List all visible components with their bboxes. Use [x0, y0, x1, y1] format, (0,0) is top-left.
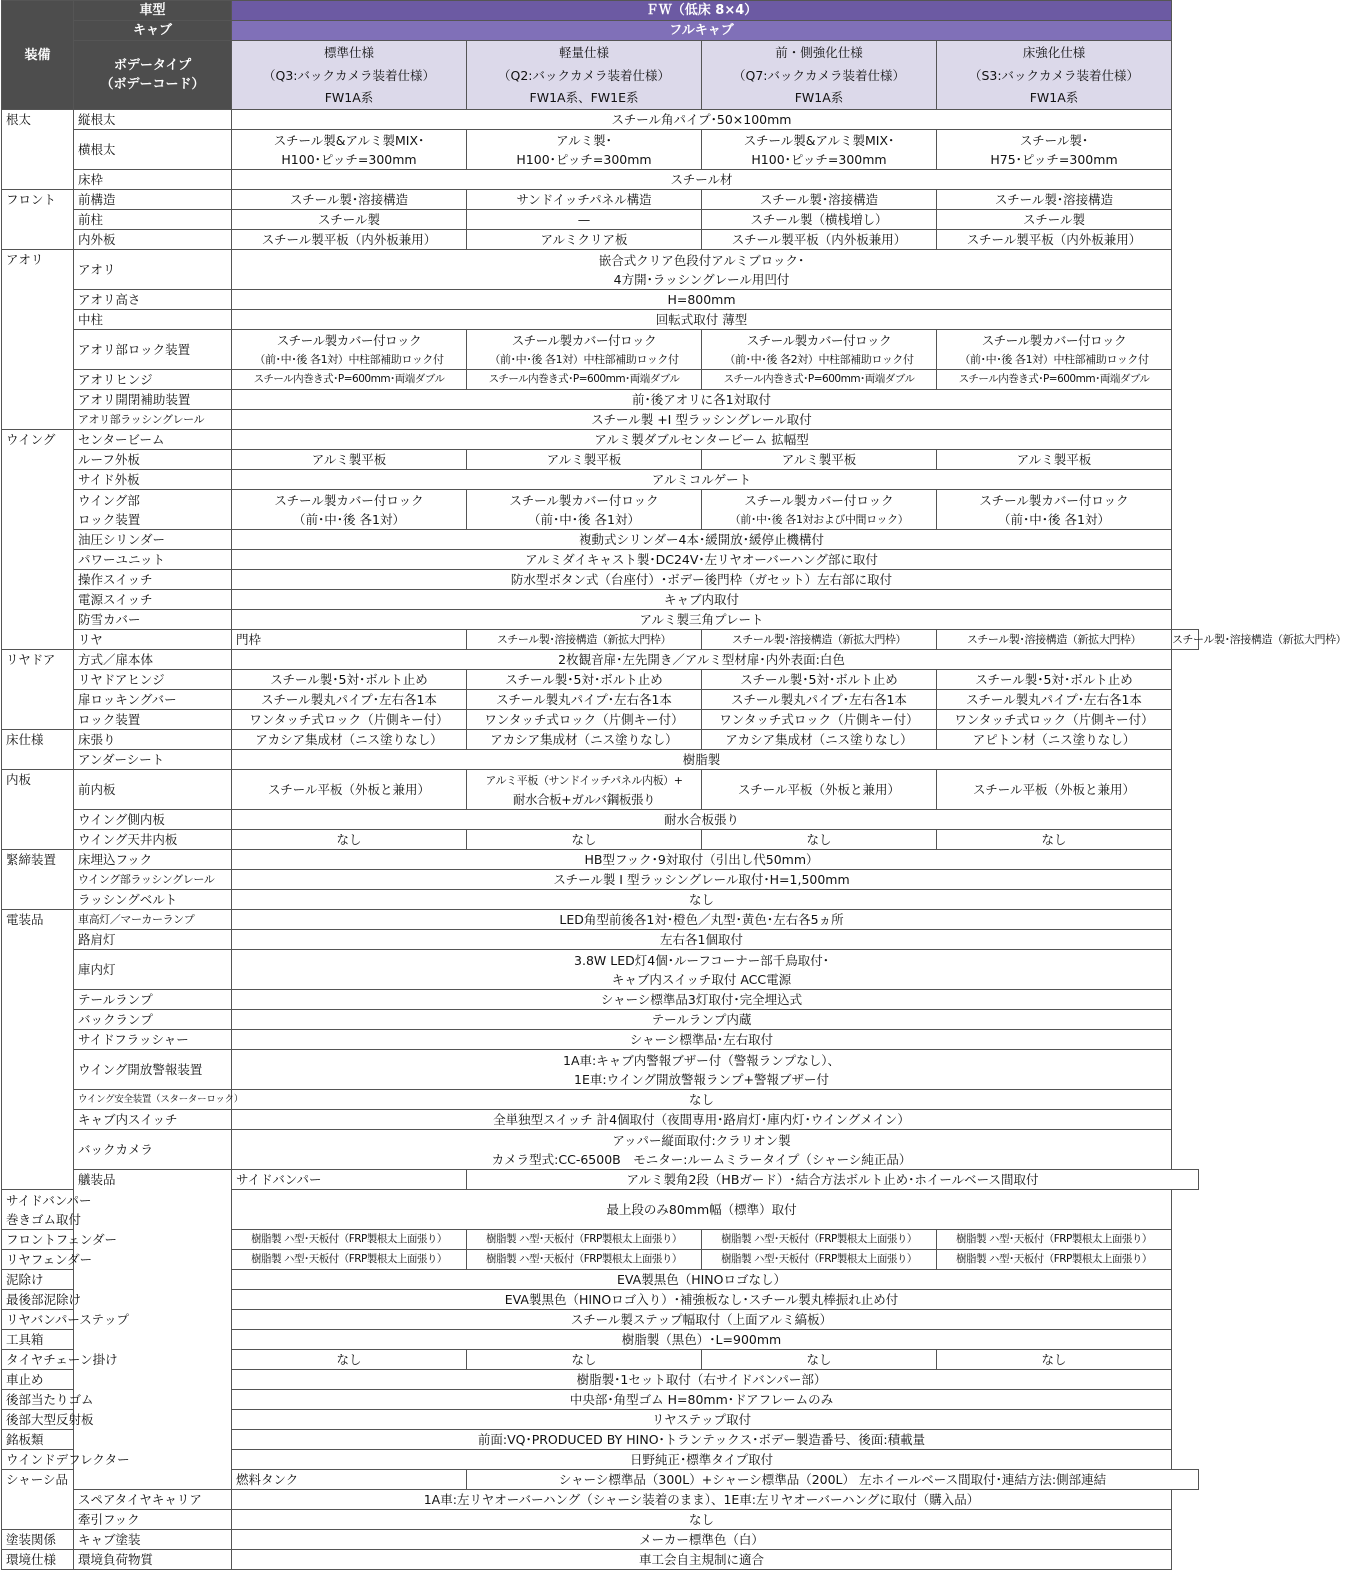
- item-label: 後部当たりゴム: [2, 1390, 74, 1410]
- spec-value: シャーシ標準品（300L）+シャーシ標準品（200L） 左ホイールベース間取付･連結方法:側部連結: [467, 1470, 1199, 1490]
- item-label: 防雪カバー: [74, 610, 232, 630]
- spec-value: スチール製丸パイプ･左右各1本: [937, 690, 1172, 710]
- group-label: フロント: [2, 190, 74, 250]
- group-label: 環境仕様: [2, 1550, 74, 1570]
- spec-value: 樹脂製（黒色）･L=900mm: [232, 1330, 1172, 1350]
- spec-value: アルミ製角2段（HBガード）･結合方法ボルト止め･ホイールベース間取付: [467, 1170, 1199, 1190]
- item-label: ウイング開放警報装置: [74, 1050, 232, 1090]
- group-label: 電装品: [2, 910, 74, 1190]
- item-label: アオリ高さ: [74, 290, 232, 310]
- spec-value: ワンタッチ式ロック（片側キー付）: [937, 710, 1172, 730]
- item-label: 門枠: [232, 630, 467, 650]
- spec-value: スチール製: [937, 210, 1172, 230]
- spec-value: アルミ製平板: [232, 450, 467, 470]
- spec-value: 嵌合式クリア色段付アルミブロック･ 4方開･ラッシングレール用凹付: [232, 250, 1172, 290]
- spec-value: スチール材: [232, 170, 1172, 190]
- spec-value: スチール製平板（内外板兼用）: [937, 230, 1172, 250]
- spec-value: LED角型前後各1対･橙色／丸型･黄色･左右各5ヵ所: [232, 910, 1172, 930]
- spec-value: 樹脂製 ハ型･天板付（FRP製根太上面張り）: [702, 1250, 937, 1270]
- spec-value: 2枚観音扉･左先開き／アルミ型材扉･内外表面:白色: [232, 650, 1172, 670]
- item-label: 操作スイッチ: [74, 570, 232, 590]
- spec-value: 前面:VQ･PRODUCED BY HINO･トランテックス･ボデー製造番号、後面:積載量: [232, 1430, 1172, 1450]
- spec-value: なし: [937, 830, 1172, 850]
- item-label: ウイング部ラッシングレール: [74, 870, 232, 890]
- spec-value: スチール製丸パイプ･左右各1本: [467, 690, 702, 710]
- spec-value: スチール内巻き式･P=600mm･両端ダブル: [467, 370, 702, 390]
- item-label: 扉ロッキングバー: [74, 690, 232, 710]
- spec-value: リヤステップ取付: [232, 1410, 1172, 1430]
- spec-value: なし: [232, 890, 1172, 910]
- spec-value: スチール製･5対･ボルト止め: [702, 670, 937, 690]
- spec-value: シャーシ標準品･左右取付: [232, 1030, 1172, 1050]
- item-label: スペアタイヤキャリア: [74, 1490, 232, 1510]
- spec-value: スチール製･溶接構造（新拡大門枠）: [467, 630, 702, 650]
- spec-value: 樹脂製 ハ型･天板付（FRP製根太上面張り）: [232, 1230, 467, 1250]
- variant-header: 軽量仕様 （Q2:バックカメラ装着仕様） FW1A系、FW1E系: [467, 41, 702, 110]
- spec-value: ワンタッチ式ロック（片側キー付）: [467, 710, 702, 730]
- spec-value: スチール製カバー付ロック （前･中･後 各1対）: [232, 490, 467, 530]
- spec-value: スチール製･5対･ボルト止め: [467, 670, 702, 690]
- vehicle-type-value: ＦＷ（低床 8×4）: [232, 1, 1172, 21]
- spec-value: なし: [232, 1510, 1172, 1530]
- spec-value: スチール製･ H75･ピッチ=300mm: [937, 130, 1172, 170]
- group-label: ウイング: [2, 430, 74, 650]
- spec-value: スチール製･溶接構造（新拡大門枠）: [702, 630, 937, 650]
- spec-value: スチール製平板（内外板兼用）: [702, 230, 937, 250]
- spec-value: なし: [232, 1350, 467, 1370]
- item-label: 方式／扉本体: [74, 650, 232, 670]
- spec-value: スチール製&アルミ製MIX･ H100･ピッチ=300mm: [702, 130, 937, 170]
- spec-value: アルミダイキャスト製･DC24V･左リヤオーバーハング部に取付: [232, 550, 1172, 570]
- spec-value: HB型フック･9対取付（引出し代50mm）: [232, 850, 1172, 870]
- item-label: 路肩灯: [74, 930, 232, 950]
- spec-value: 耐水合板張り: [232, 810, 1172, 830]
- item-label: リヤドアヒンジ: [74, 670, 232, 690]
- item-label: 前構造: [74, 190, 232, 210]
- spec-value: スチール製･溶接構造: [937, 190, 1172, 210]
- spec-value: 1A車:キャブ内警報ブザー付（警報ランプなし）、 1E車:ウイング開放警報ランプ+警報ブザー付: [232, 1050, 1172, 1090]
- spec-value: スチール平板（外板と兼用）: [937, 770, 1172, 810]
- item-label: 車止め: [2, 1370, 74, 1390]
- item-label: 銘板類: [2, 1430, 74, 1450]
- item-label: 泥除け: [2, 1270, 74, 1290]
- item-label: ウイング天井内板: [74, 830, 232, 850]
- spec-value: スチール平板（外板と兼用）: [702, 770, 937, 810]
- spec-value: 樹脂製 ハ型･天板付（FRP製根太上面張り）: [937, 1250, 1172, 1270]
- item-label: 工具箱: [2, 1330, 74, 1350]
- item-label: ウイング安全装置（スターターロック）: [74, 1090, 232, 1110]
- item-label: 庫内灯: [74, 950, 232, 990]
- spec-value: なし: [937, 1350, 1172, 1370]
- item-label: ウイング部 ロック装置: [74, 490, 232, 530]
- spec-value: 3.8W LED灯4個･ルーフコーナー部千鳥取付･ キャブ内スイッチ取付 ACC電源: [232, 950, 1172, 990]
- spec-value: なし: [702, 830, 937, 850]
- item-label: 前柱: [74, 210, 232, 230]
- spec-value: なし: [702, 1350, 937, 1370]
- item-label: 最後部泥除け: [2, 1290, 74, 1310]
- cab-value: フルキャブ: [232, 21, 1172, 41]
- spec-value: 樹脂製 ハ型･天板付（FRP製根太上面張り）: [467, 1250, 702, 1270]
- spec-value: アカシア集成材（ニス塗りなし）: [467, 730, 702, 750]
- body-type-label: ボデータイプ （ボデーコード）: [74, 41, 232, 110]
- spec-value: スチール製･5対･ボルト止め: [232, 670, 467, 690]
- spec-value: メーカー標準色（白）: [232, 1530, 1172, 1550]
- spec-value: アルミ製平板: [467, 450, 702, 470]
- item-label: テールランプ: [74, 990, 232, 1010]
- item-label: センタービーム: [74, 430, 232, 450]
- spec-value: H=800mm: [232, 290, 1172, 310]
- spec-value: 日野純正･標準タイプ取付: [232, 1450, 1172, 1470]
- spec-value: ワンタッチ式ロック（片側キー付）: [702, 710, 937, 730]
- item-label: 中柱: [74, 310, 232, 330]
- item-label: ウインドデフレクター: [2, 1450, 74, 1470]
- item-label: フロントフェンダー: [2, 1230, 74, 1250]
- item-label: 牽引フック: [74, 1510, 232, 1530]
- item-label: 油圧シリンダー: [74, 530, 232, 550]
- item-label: タイヤチェーン掛け: [2, 1350, 74, 1370]
- spec-value: 樹脂製･1セット取付（右サイドバンパー部）: [232, 1370, 1172, 1390]
- item-label: リヤフェンダー: [2, 1250, 74, 1270]
- group-label: 緊締装置: [2, 850, 74, 910]
- spec-value: スチール製･溶接構造（新拡大門枠）: [1172, 630, 1199, 650]
- spec-value: スチール製カバー付ロック （前･中･後 各1対）: [937, 490, 1172, 530]
- spec-value: アピトン材（ニス塗りなし）: [937, 730, 1172, 750]
- vehicle-type-label: 車型: [74, 1, 232, 21]
- item-label: キャブ内スイッチ: [74, 1110, 232, 1130]
- group-label: 内板: [2, 770, 74, 850]
- spec-value: スチール平板（外板と兼用）: [232, 770, 467, 810]
- item-label: サイドバンパー 巻きゴム取付: [2, 1190, 74, 1230]
- spec-value: 樹脂製 ハ型･天板付（FRP製根太上面張り）: [702, 1230, 937, 1250]
- item-label: アオリヒンジ: [74, 370, 232, 390]
- item-label: 縦根太: [74, 110, 232, 130]
- spec-value: スチール製 I 型ラッシングレール取付･H=1,500mm: [232, 870, 1172, 890]
- spec-value: スチール製カバー付ロック （前･中･後 各1対）中柱部補助ロック付: [937, 330, 1172, 370]
- spec-value: 左右各1個取付: [232, 930, 1172, 950]
- item-label: ルーフ外板: [74, 450, 232, 470]
- spec-value: テールランプ内蔵: [232, 1010, 1172, 1030]
- item-label: パワーユニット: [74, 550, 232, 570]
- spec-value: アルミクリア板: [467, 230, 702, 250]
- item-label: ラッシングベルト: [74, 890, 232, 910]
- spec-value: なし: [467, 1350, 702, 1370]
- spec-value: スチール製: [232, 210, 467, 230]
- spec-value: アルミ製三角プレート: [232, 610, 1172, 630]
- spec-value: なし: [232, 830, 467, 850]
- item-label: 環境負荷物質: [74, 1550, 232, 1570]
- spec-value: スチール製カバー付ロック （前･中･後 各2対）中柱部補助ロック付: [702, 330, 937, 370]
- item-label: 床埋込フック: [74, 850, 232, 870]
- spec-value: シャーシ標準品3灯取付･完全埋込式: [232, 990, 1172, 1010]
- spec-value: —: [467, 210, 702, 230]
- spec-value: スチール製ステップ幅取付（上面アルミ縞板）: [232, 1310, 1172, 1330]
- spec-value: スチール製カバー付ロック （前･中･後 各1対）: [467, 490, 702, 530]
- spec-value: アカシア集成材（ニス塗りなし）: [702, 730, 937, 750]
- group-label: 艤装品: [74, 1170, 232, 1490]
- spec-value: スチール製･5対･ボルト止め: [937, 670, 1172, 690]
- spec-value: なし: [232, 1090, 1172, 1110]
- spec-value: 防水型ボタン式（台座付）･ボデー後門枠（ガセット）左右部に取付: [232, 570, 1172, 590]
- spec-value: 樹脂製: [232, 750, 1172, 770]
- spec-value: スチール内巻き式･P=600mm･両端ダブル: [702, 370, 937, 390]
- variant-header: 標準仕様 （Q3:バックカメラ装着仕様） FW1A系: [232, 41, 467, 110]
- item-label: アンダーシート: [74, 750, 232, 770]
- item-label: バックランプ: [74, 1010, 232, 1030]
- spec-value: EVA製黒色（HINOロゴなし）: [232, 1270, 1172, 1290]
- spec-value: アルミ平板（サンドイッチパネル内板）+ 耐水合板+ガルバ鋼板張り: [467, 770, 702, 810]
- spec-value: アルミ製平板: [702, 450, 937, 470]
- item-label: ウイング側内板: [74, 810, 232, 830]
- equipment-header: 装備: [2, 1, 74, 110]
- spec-value: 樹脂製 ハ型･天板付（FRP製根太上面張り）: [937, 1230, 1172, 1250]
- spec-value: スチール製カバー付ロック （前･中･後 各1対および中間ロック）: [702, 490, 937, 530]
- spec-value: スチール製･溶接構造: [702, 190, 937, 210]
- item-label: 内外板: [74, 230, 232, 250]
- spec-value: なし: [467, 830, 702, 850]
- spec-value: スチール製（横桟増し）: [702, 210, 937, 230]
- spec-value: 1A車:左リヤオーバーハング（シャーシ装着のまま）、1E車:左リヤオーバーハングに取付（購入品）: [232, 1490, 1172, 1510]
- spec-value: 前･後アオリに各1対取付: [232, 390, 1172, 410]
- spec-value: キャブ内取付: [232, 590, 1172, 610]
- spec-value: 複動式シリンダー4本･緩開放･緩停止機構付: [232, 530, 1172, 550]
- item-label: ロック装置: [74, 710, 232, 730]
- group-label: 塗装関係: [2, 1530, 74, 1550]
- item-label: リヤバンパーステップ: [2, 1310, 74, 1330]
- item-label: サイドバンパー: [232, 1170, 467, 1190]
- spec-value: スチール製丸パイプ･左右各1本: [702, 690, 937, 710]
- spec-value: 車工会自主規制に適合: [232, 1550, 1172, 1570]
- spec-value: アルミコルゲート: [232, 470, 1172, 490]
- item-label: バックカメラ: [74, 1130, 232, 1170]
- spec-value: 回転式取付 薄型: [232, 310, 1172, 330]
- spec-value: ワンタッチ式ロック（片側キー付）: [232, 710, 467, 730]
- spec-value: 樹脂製 ハ型･天板付（FRP製根太上面張り）: [467, 1230, 702, 1250]
- item-label: キャブ塗装: [74, 1530, 232, 1550]
- spec-table: [1, 0, 1346, 1570]
- variant-header: 前・側強化仕様 （Q7:バックカメラ装着仕様） FW1A系: [702, 41, 937, 110]
- item-label: 横根太: [74, 130, 232, 170]
- group-label: リヤドア: [2, 650, 74, 730]
- spec-value: スチール製･溶接構造（新拡大門枠）: [937, 630, 1172, 650]
- group-label: 根太: [2, 110, 74, 190]
- spec-value: スチール製平板（内外板兼用）: [232, 230, 467, 250]
- spec-value: スチール製カバー付ロック （前･中･後 各1対）中柱部補助ロック付: [467, 330, 702, 370]
- spec-value: 最上段のみ80mm幅（標準）取付: [232, 1190, 1172, 1230]
- spec-value: 樹脂製 ハ型･天板付（FRP製根太上面張り）: [232, 1250, 467, 1270]
- spec-value: アルミ製･ H100･ピッチ=300mm: [467, 130, 702, 170]
- item-label: サイドフラッシャー: [74, 1030, 232, 1050]
- item-label: アオリ部ラッシングレール: [74, 410, 232, 430]
- group-label: リヤ: [74, 630, 232, 650]
- item-label: 床枠: [74, 170, 232, 190]
- variant-header: 床強化仕様 （S3:バックカメラ装着仕様） FW1A系: [937, 41, 1172, 110]
- spec-value: スチール製カバー付ロック （前･中･後 各1対）中柱部補助ロック付: [232, 330, 467, 370]
- item-label: アオリ部ロック装置: [74, 330, 232, 370]
- spec-value: スチール製･溶接構造: [232, 190, 467, 210]
- spec-value: アカシア集成材（ニス塗りなし）: [232, 730, 467, 750]
- spec-value: スチール製&アルミ製MIX･ H100･ピッチ=300mm: [232, 130, 467, 170]
- item-label: 前内板: [74, 770, 232, 810]
- spec-value: アッパー縦面取付:クラリオン製 カメラ型式:CC-6500B モニター:ルームミラータイプ（シャーシ純正品）: [232, 1130, 1172, 1170]
- group-label: アオリ: [2, 250, 74, 430]
- cab-label: キャブ: [74, 21, 232, 41]
- spec-value: スチール角パイプ･50×100mm: [232, 110, 1172, 130]
- spec-value: 全単独型スイッチ 計4個取付（夜間専用･路肩灯･庫内灯･ウイングメイン）: [232, 1110, 1172, 1130]
- item-label: サイド外板: [74, 470, 232, 490]
- spec-value: アルミ製平板: [937, 450, 1172, 470]
- spec-value: スチール製丸パイプ･左右各1本: [232, 690, 467, 710]
- group-label: シャーシ品: [2, 1470, 74, 1530]
- item-label: 床張り: [74, 730, 232, 750]
- item-label: アオリ: [74, 250, 232, 290]
- spec-value: EVA製黒色（HINOロゴ入り）･補強板なし･スチール製丸棒振れ止め付: [232, 1290, 1172, 1310]
- item-label: 電源スイッチ: [74, 590, 232, 610]
- spec-value: 中央部･角型ゴム H=80mm･ドアフレームのみ: [232, 1390, 1172, 1410]
- spec-value: アルミ製ダブルセンタービーム 拡幅型: [232, 430, 1172, 450]
- spec-value: スチール製 +I 型ラッシングレール取付: [232, 410, 1172, 430]
- item-label: 後部大型反射板: [2, 1410, 74, 1430]
- group-label: 床仕様: [2, 730, 74, 770]
- item-label: 車高灯／マーカーランプ: [74, 910, 232, 930]
- spec-value: スチール内巻き式･P=600mm･両端ダブル: [937, 370, 1172, 390]
- item-label: 燃料タンク: [232, 1470, 467, 1490]
- item-label: アオリ開閉補助装置: [74, 390, 232, 410]
- spec-value: スチール内巻き式･P=600mm･両端ダブル: [232, 370, 467, 390]
- spec-value: サンドイッチパネル構造: [467, 190, 702, 210]
